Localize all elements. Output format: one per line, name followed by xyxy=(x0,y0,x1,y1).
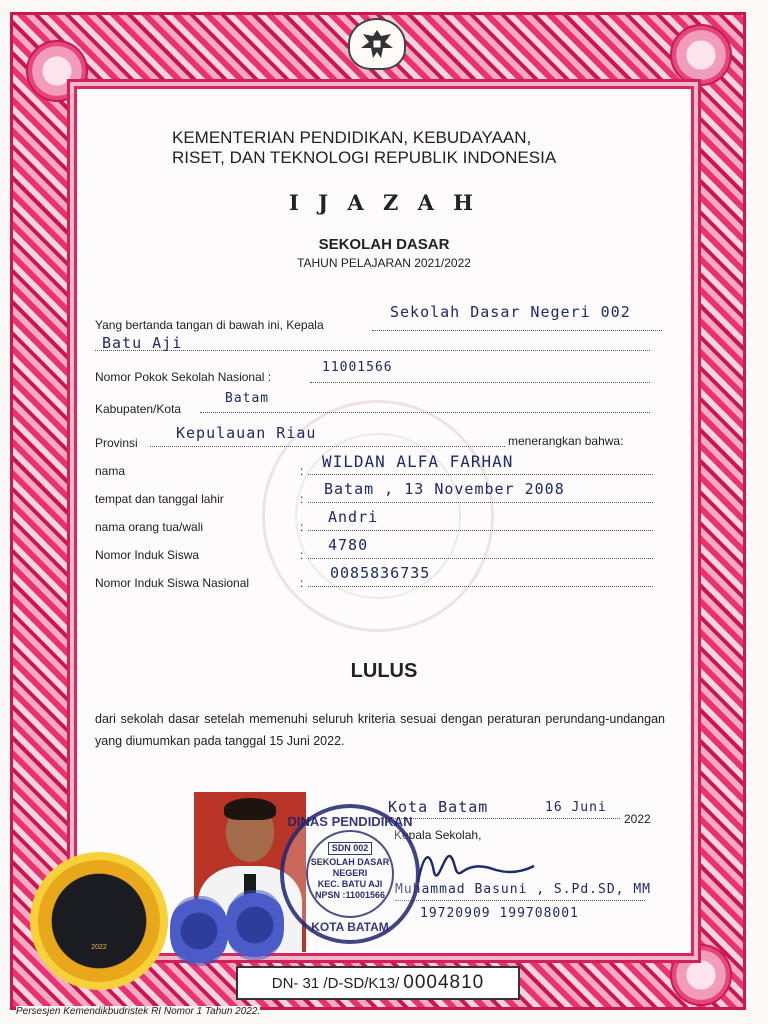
ttl-colon: : xyxy=(300,492,304,506)
stamp-line-3: KEC. BATU AJI xyxy=(317,879,383,889)
nis-label: Nomor Induk Siswa xyxy=(95,548,200,562)
nis-colon: : xyxy=(300,548,304,562)
nama-colon: : xyxy=(300,464,304,478)
ortu-label: nama orang tua/wali xyxy=(95,520,204,534)
thumbprint-icon xyxy=(226,890,284,960)
nisn-value: 0085836735 xyxy=(330,564,431,582)
ministry-heading xyxy=(172,128,612,168)
result-statement: dari sekolah dasar setelah memenuhi seluruh kriteria sesuai dengan peraturan perundang-undangan yang diumumkan pada tanggal 15 Juni 2022. xyxy=(95,712,665,748)
signature-date-dotline xyxy=(380,818,620,819)
signature-year: 2022 xyxy=(624,812,651,826)
ortu-dotline xyxy=(308,530,653,531)
signatory-name-underline xyxy=(395,900,645,901)
ministry-line-1: KEMENTERIAN PENDIDIKAN, KEBUDAYAAN, xyxy=(172,128,532,147)
provinsi-dotline xyxy=(150,446,505,447)
stamp-bottom-text: KOTA BATAM xyxy=(311,920,389,934)
serial-prefix: DN- 31 /D-SD/K13/ xyxy=(271,974,400,992)
signatory-nip: 19720909 199708001 xyxy=(420,906,579,921)
signatory-name: Muhammad Basuni , S.Pd.SD, MM xyxy=(395,882,651,897)
npsn-dotline xyxy=(310,382,650,383)
ortu-value: Andri xyxy=(328,508,379,526)
nisn-colon: : xyxy=(300,576,304,590)
stamp-top-text: DINAS PENDIDIKAN xyxy=(287,814,413,829)
nama-value: WILDAN ALFA FARHAN xyxy=(322,452,514,471)
kepala-label: Yang bertanda tangan di bawah ini, Kepala xyxy=(95,318,324,332)
stamp-code: SDN 002 xyxy=(328,842,373,855)
kepala-dotline xyxy=(372,330,662,331)
nisn-label: Nomor Induk Siswa Nasional xyxy=(95,576,250,590)
nama-label: nama xyxy=(95,464,126,478)
document-title: I J A Z A H xyxy=(288,190,480,215)
kepala-value-1: Sekolah Dasar Negeri 002 xyxy=(390,303,631,321)
nama-dotline xyxy=(308,474,653,475)
school-type: SEKOLAH DASAR xyxy=(318,236,450,253)
serial-number-box xyxy=(236,966,520,1000)
thumbprint-icon xyxy=(170,896,228,966)
serial-number: 0004810 xyxy=(403,972,485,993)
result-status: LULUS xyxy=(350,660,418,682)
signature-place: Kota Batam xyxy=(388,798,489,816)
garuda-emblem-icon xyxy=(348,18,406,70)
kepala-value-2: Batu Aji xyxy=(102,334,183,352)
stamp-line-2: NEGERI xyxy=(332,868,368,878)
ortu-colon: : xyxy=(300,520,304,534)
provinsi-value: Kepulauan Riau xyxy=(176,424,317,442)
kabupaten-value: Batam xyxy=(225,391,270,406)
menerangkan-text: menerangkan bahwa: xyxy=(508,434,624,448)
provinsi-label: Provinsi xyxy=(95,436,138,450)
npsn-label: Nomor Pokok Sekolah Nasional : xyxy=(95,370,272,384)
ttl-value: Batam , 13 November 2008 xyxy=(324,480,565,498)
gold-seal-sticker xyxy=(30,852,168,990)
academic-year: TAHUN PELAJARAN 2021/2022 xyxy=(297,256,471,270)
footer-note: Persesjen Kemendikbudristek RI Nomor 1 Tahun 2022. xyxy=(16,1006,261,1017)
nis-value: 4780 xyxy=(328,536,369,554)
kabupaten-dotline xyxy=(200,412,650,413)
stamp-line-4: NPSN :11001566 xyxy=(314,890,386,900)
seal-year: 2022 xyxy=(91,944,107,951)
npsn-value: 11001566 xyxy=(322,360,393,375)
ministry-line-2: RISET, DAN TEKNOLOGI REPUBLIK INDONESIA xyxy=(172,148,557,167)
school-stamp xyxy=(280,804,420,944)
nis-dotline xyxy=(308,558,653,559)
nisn-dotline xyxy=(308,586,653,587)
ttl-dotline xyxy=(308,502,653,503)
ttl-label: tempat dan tanggal lahir xyxy=(95,492,224,506)
kabupaten-label: Kabupaten/Kota xyxy=(95,402,182,416)
stamp-line-1: SEKOLAH DASAR xyxy=(310,857,390,867)
corner-ornament-top-right xyxy=(670,24,732,86)
signature-day-month: 16 Juni xyxy=(545,800,607,815)
signature-role: Kepala Sekolah, xyxy=(394,828,482,842)
